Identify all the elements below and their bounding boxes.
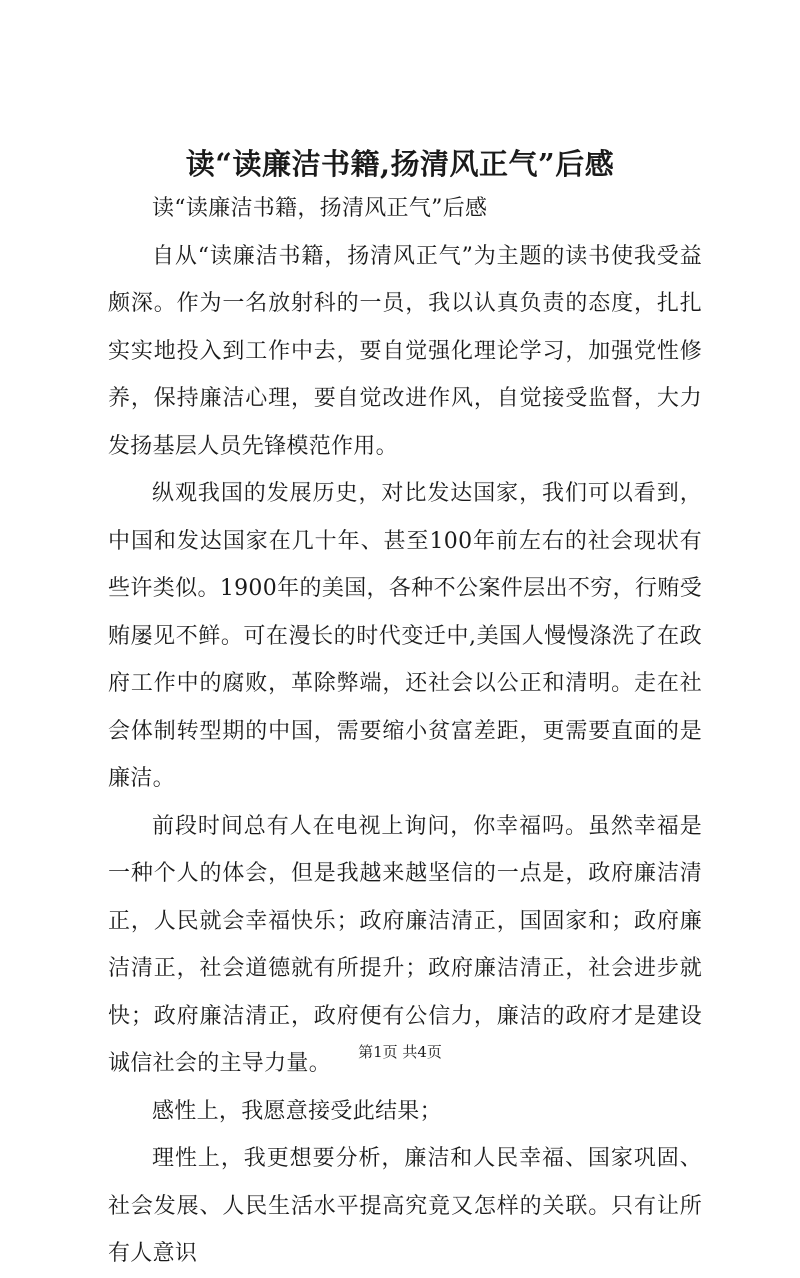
paragraph-subtitle: 读“读廉洁书籍，扬清风正气”后感 [152, 196, 488, 221]
document-title: 读“读廉洁书籍,扬清风正气”后感 [185, 147, 615, 181]
paragraph: 前段时间总有人在电视上询问，你幸福吗。虽然幸福是一种个人的体会，但是我越来越坚信的一点是，政府廉洁清正，人民就会幸福快乐；政府廉洁清正，国固家和；政府廉洁清正，社会道德就有所提升；政府廉洁清正，社会进步就快；政府廉洁清正，政府便有公信力，廉洁的政府才是建设诚信社会的主导力量。 [108, 813, 702, 1076]
paragraph: 理性上，我更想要分析，廉洁和人民幸福、国家巩固、社会发展、人民生活水平提高究竟又怎样的关联。只有让所有人意识 [108, 1146, 702, 1266]
paragraph: 自从“读廉洁书籍，扬清风正气”为主题的读书使我受益颇深。作为一名放射科的一员，我以认真负责的态度，扎扎实实地投入到工作中去，要自觉强化理论学习，加强党性修养，保持廉洁心理，要自觉改进作风，自觉接受监督，大力发扬基层人员先锋模范作用。 [108, 243, 702, 459]
paragraph: 纵观我国的发展历史，对比发达国家，我们可以看到，中国和发达国家在几十年、甚至100年前左右的社会现状有些许类似。1900年的美国，各种不公案件层出不穷，行贿受贿屡见不鲜。可在漫长的时代变迁中,美国人慢慢涤洗了在政府工作中的腐败，革除弊端，还社会以公正和清明。走在社会体制转型期的中国，需要缩小贫富差距，更需要直面的是廉洁。 [108, 481, 702, 791]
paragraph: 感性上，我愿意接受此结果； [152, 1098, 442, 1124]
document-body [108, 185, 702, 1278]
page-footer: 第1页 共4页 [358, 1043, 442, 1061]
